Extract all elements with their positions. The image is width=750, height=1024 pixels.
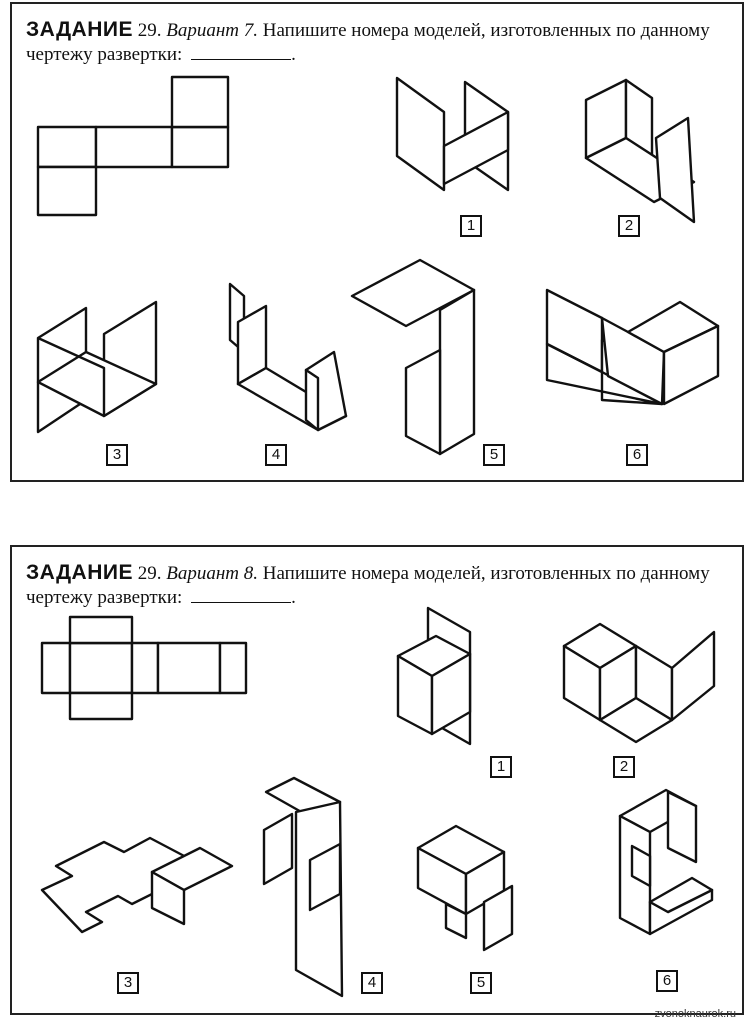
net-face — [172, 127, 228, 167]
task-instruction: Напишите номера моделей, изготовленных по данному чертежу развертки: — [26, 20, 710, 65]
net-face — [172, 77, 228, 127]
net-face — [132, 643, 158, 693]
task-title: ЗАДАНИЕ — [26, 18, 133, 41]
model-7-3 — [38, 302, 156, 432]
model-number: 6 — [656, 970, 678, 992]
net-face — [42, 643, 70, 693]
watermark: zvonoknaurok.ru — [654, 1008, 736, 1020]
task-number: 29 — [137, 563, 157, 584]
model-8-5 — [418, 826, 512, 950]
development-net-7 — [38, 77, 228, 215]
net-face — [220, 643, 246, 693]
task-variant: Вариант 8. — [166, 563, 259, 584]
model-8-6 — [620, 790, 712, 934]
net-face — [38, 167, 96, 215]
model-8-3 — [42, 838, 232, 932]
model-number: 4 — [361, 972, 383, 994]
model-7-6 — [547, 290, 718, 404]
model-number: 2 — [613, 756, 635, 778]
model-number: 6 — [626, 444, 648, 466]
model-7-2 — [586, 80, 694, 222]
task-number: 29 — [137, 20, 157, 41]
model-8-1 — [398, 608, 470, 744]
model-number: 1 — [490, 756, 512, 778]
net-face — [96, 127, 172, 167]
task-instruction: Напишите номера моделей, изготовленных по данному чертежу развертки: — [26, 563, 710, 608]
task-statement: ЗАДАНИЕ 29. Вариант 8. Напишите номера моделей, изготовленных по данному чертежу развертки: . — [26, 561, 710, 608]
model-number: 3 — [106, 444, 128, 466]
net-face — [70, 617, 132, 643]
model-number: 2 — [618, 215, 640, 237]
model-number: 5 — [470, 972, 492, 994]
model-8-2 — [564, 624, 714, 742]
task-statement: ЗАДАНИЕ 29. Вариант 7. Напишите номера моделей, изготовленных по данному чертежу развертки: . — [26, 18, 710, 65]
net-face — [158, 643, 220, 693]
model-7-4 — [230, 284, 346, 430]
net-face — [70, 643, 132, 693]
model-number: 3 — [117, 972, 139, 994]
model-8-4 — [264, 778, 342, 996]
model-7-1 — [397, 78, 508, 190]
task-variant: Вариант 7. — [166, 20, 259, 41]
net-face — [70, 693, 132, 719]
task-title: ЗАДАНИЕ — [26, 561, 133, 584]
model-number: 1 — [460, 215, 482, 237]
model-number: 5 — [483, 444, 505, 466]
model-number: 4 — [265, 444, 287, 466]
net-face — [38, 127, 96, 167]
development-net-8 — [42, 617, 246, 719]
model-7-5 — [352, 260, 474, 454]
